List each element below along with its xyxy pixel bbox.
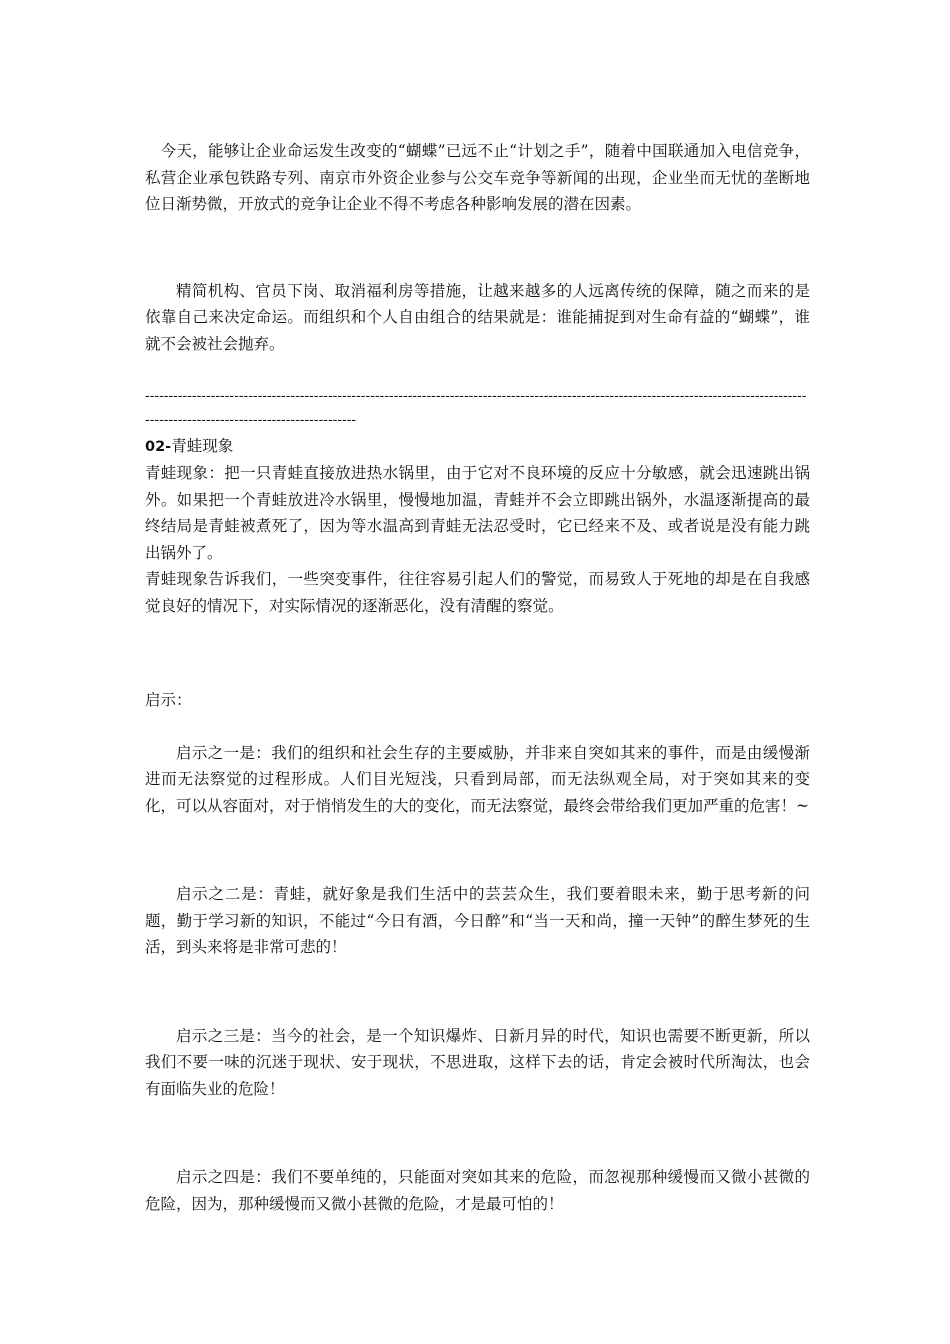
paragraph-butterfly-competition: 今天，能够让企业命运发生改变的“蝴蝶”已远不止“计划之手”，随着中国联通加入电信竞争，私营企业承包铁路专列、南京市外资企业参与公交车竞争等新闻的出现，企业坐而无忧的垄断地位日渐势微，开放式的竞争让企业不得不考虑各种影响发展的潜在因素。 [145,142,810,213]
dashed-divider: ------------------------------------------------------------------------------------------------------------------------------------------------------------------------------------------ [145,389,807,428]
spacer [145,819,810,881]
spacer [145,1102,810,1164]
section-name: 青蛙现象 [171,437,234,455]
paragraph-frog-lesson: 青蛙现象告诉我们，一些突变事件，往往容易引起人们的警觉，而易致人于死地的却是在自我感觉良好的情况下，对实际情况的逐渐恶化，没有清醒的察觉。 [145,570,810,615]
section-title [145,433,810,460]
revelation-four: 启示之四是：我们不要单纯的，只能面对突如其来的危险，而忽视那种缓慢而又微小甚微的危险，因为，那种缓慢而又微小甚微的危险，才是最可怕的！ [145,1168,810,1213]
revelation-two: 启示之二是：青蛙，就好象是我们生活中的芸芸众生，我们要着眼未来，勤于思考新的问题，勤于学习新的知识，不能过“今日有酒，今日醉”和“当一天和尚，撞一天钟”的醉生梦死的生活，到头来将是非常可悲的！ [145,885,810,956]
spacer [145,218,810,278]
paragraph-butterfly-security: 精简机构、官员下岗、取消福利房等措施，让越来越多的人远离传统的保障，随之而来的是依靠自己来决定命运。而组织和个人自由组合的结果就是：谁能捕捉到对生命有益的“蝴蝶”，谁就不会被社会抛弃。 [145,281,810,353]
spacer [145,714,810,740]
spacer [145,619,810,687]
spacer [145,357,810,385]
section-number: 02- [145,439,172,455]
revelation-heading: 启示： [145,691,192,709]
revelation-one: 启示之一是：我们的组织和社会生存的主要威胁，并非来自突如其来的事件，而是由缓慢渐进而无法察觉的过程形成。人们目光短浅，只看到局部，而无法纵观全局，对于突如其来的变化，可以从容面对，对于悄悄发生的大的变化，而无法察觉，最终会带给我们更加严重的危害！~ [145,743,810,815]
spacer [145,961,810,1023]
paragraph-frog-description: 青蛙现象：把一只青蛙直接放进热水锅里，由于它对不良环境的反应十分敏感，就会迅速跳出锅外。如果把一个青蛙放进冷水锅里，慢慢地加温，青蛙并不会立即跳出锅外，水温逐渐提高的最终结局是青蛙被煮死了，因为等水温高到青蛙无法忍受时，它已经来不及、或者说是没有能力跳出锅外了。 [145,464,810,562]
document-page [145,138,810,1217]
revelation-three: 启示之三是：当今的社会，是一个知识爆炸、日新月异的时代，知识也需要不断更新，所以我们不要一味的沉迷于现状、安于现状，不思进取，这样下去的话，肯定会被时代所淘汰，也会有面临失业的危险！ [145,1026,810,1098]
